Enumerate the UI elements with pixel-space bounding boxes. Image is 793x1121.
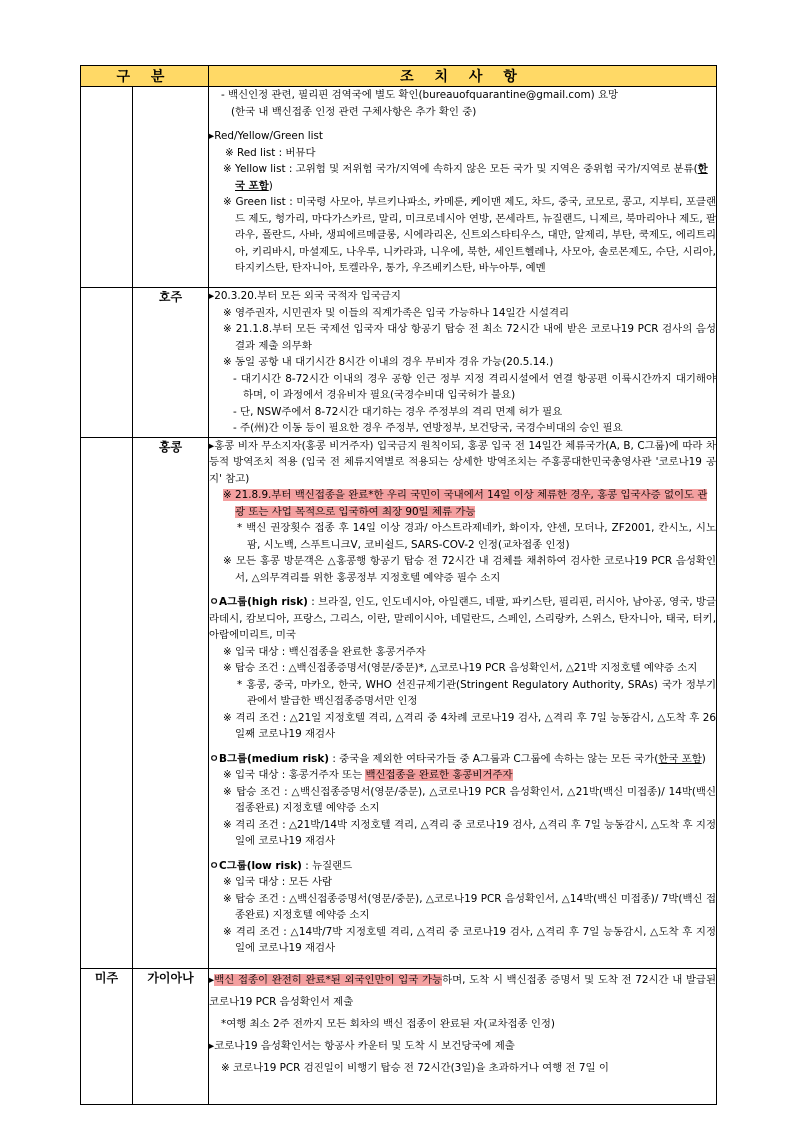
measures-cell-guyana bbox=[209, 968, 717, 1104]
measures-cell-hongkong bbox=[209, 437, 717, 968]
australia-subnote: - 대기시간 8-72시간 이내의 경우 공항 인근 정부 지정 격리시설에서 연결 항공편 이륙시간까지 대기해야 하며, 이 과정에서 경유비자 필요(국경수비대 입국허가 불요) bbox=[233, 372, 716, 401]
group-c-item: ※ 탑승 조건 : △백신접종증명서(영문/중문), △코로나19 PCR 음성확인서, △14박(백신 미접종)/ 7박(백신 접종완료) 지정호텔 예약증 소지 bbox=[223, 892, 716, 921]
country-label-australia: 호주 bbox=[133, 288, 209, 438]
guyana-pcr-note: ※ 코로나19 PCR 검진일이 비행기 탑승 전 72시간(3일)을 초과하거나 여행 전 7일 이 bbox=[221, 1061, 609, 1074]
measures-cell-philippines bbox=[209, 87, 717, 288]
region-label-americas: 미주 bbox=[81, 968, 133, 1104]
header-measures: 조 치 사 항 bbox=[209, 66, 717, 87]
color-list-heading: ▸Red/Yellow/Green list bbox=[209, 130, 323, 142]
vaccine-check-line: - 백신인정 관련, 필리핀 검역국에 별도 확인(bureauofquarantine@gmail.com) 요망 bbox=[221, 89, 619, 101]
country-label-hongkong: 홍콩 bbox=[133, 437, 209, 968]
group-b-item: ※ 탑승 조건 : △백신접종증명서(영문/중문), △코로나19 PCR 음성확인서, △21박(백신 미접종)/ 14박(백신 접종완료) 지정호텔 예약증 소지 bbox=[223, 785, 716, 814]
group-a-item: ※ 입국 대상 : 백신접종을 완료한 홍콩거주자 bbox=[223, 645, 426, 658]
hongkong-intro: ▸홍콩 비자 무소지자(홍콩 비거주자) 입국금지 원칙이되, 홍콩 입국 전 14일간 체류국가(A, B, C그룹)에 따라 차등적 방역조치 적용 (입국 전 체류지역별로 적용되는 상세한 방역조치는 주홍콩대한민국총영사관 '코로나19 공지' 참고) bbox=[209, 439, 716, 485]
hongkong-visitor-note: ※ 모든 홍콩 방문객은 △홍콩행 항공기 탑승 전 72시간 내 검체를 채취하여 검사한 코로나19 PCR 음성확인서, △의무격리를 위한 홍콩정부 지정호텔 예약증 필수 소지 bbox=[223, 555, 716, 584]
table-row-guyana bbox=[81, 968, 717, 1104]
australia-note: ※ 영주권자, 시민권자 및 이들의 직계가족은 입국 가능하나 14일간 시설격리 bbox=[223, 306, 570, 319]
group-b: ㅇB그룹(medium risk) : 중국을 제외한 여타국가들 중 A그룹과 C그룹에 속하는 않는 모든 국가(한국 포함) bbox=[209, 752, 706, 765]
hongkong-highlight: ※ 21.8.9.부터 백신접종을 완료*한 우리 국민이 국내에서 14일 이상 체류한 경우, 홍콩 입국사증 없이도 관광 또는 사업 목적으로 입국하여 최장 90일 체류 가능 bbox=[223, 489, 708, 518]
group-a-item: ※ 격리 조건 : △21일 지정호텔 격리, △격리 중 4차례 코로나19 검사, △격리 후 7일 능동감시, △도착 후 26일째 코로나19 재검사 bbox=[223, 711, 716, 740]
measures-cell-australia bbox=[209, 288, 717, 438]
country-cell-empty bbox=[133, 87, 209, 288]
guyana-submit: ▸코로나19 음성확인서는 항공사 카운터 및 도착 시 보건당국에 제출 bbox=[209, 1039, 515, 1052]
group-a-item: * 홍콩, 중국, 마카오, 한국, WHO 선진규제기관(Stringent Regulatory Authority, SRAs) 국가 정부기관에서 발급한 백신접종증명서만 인정 bbox=[237, 678, 716, 707]
guyana-entry: ▸백신 접종이 완전히 완료*된 외국인만이 입국 가능하며, 도착 시 백신접종 증명서 및 도착 전 72시간 내 발급된 코로나19 PCR 음성확인서 제출 bbox=[209, 973, 716, 1008]
region-cell-empty bbox=[81, 437, 133, 968]
group-a: ㅇA그룹(high risk) : 브라질, 인도, 인도네시아, 아일랜드, 네팔, 파키스탄, 필리핀, 러시아, 남아공, 영국, 방글라데시, 캄보디아, 프랑스, 그리스, 이란, 말레이시아, 네덜란드, 스페인, 스리랑카, 스위스, 탄자니아, 태국, 터키, 아랍에미리트, 미국 bbox=[209, 596, 716, 641]
table-header-row bbox=[81, 66, 717, 87]
guyana-note: *여행 최소 2주 전까지 모든 회차의 백신 접종이 완료된 자(교차접종 인정) bbox=[221, 1017, 555, 1030]
group-b-item: ※ 격리 조건 : △21박/14박 지정호텔 격리, △격리 중 코로나19 검사, △격리 후 7일 능동감시, △도착 후 지정일에 코로나19 재검사 bbox=[223, 818, 716, 847]
header-category: 구 분 bbox=[81, 66, 209, 87]
region-cell-empty bbox=[81, 87, 133, 288]
red-list: ※ Red list : 버뮤다 bbox=[225, 146, 316, 159]
group-a-item: ※ 탑승 조건 : △백신접종증명서(영문/중문)*, △코로나19 PCR 음성확인서, △21박 지정호텔 예약증 소지 bbox=[223, 662, 698, 674]
yellow-list: ※ Yellow list : 고위험 및 저위험 국가/지역에 속하지 않은 모든 국가 및 지역은 중위험 국가/지역로 분류(한국 포함) bbox=[223, 163, 708, 192]
region-cell-empty bbox=[81, 288, 133, 438]
australia-note: ※ 동일 공항 내 대기시간 8시간 이내의 경우 무비자 경유 가능(20.5.14.) bbox=[223, 356, 554, 368]
table-row-australia bbox=[81, 288, 717, 438]
vaccine-check-sub: (한국 내 백신접종 인정 관련 구체사항은 추가 확인 중) bbox=[231, 105, 477, 118]
hongkong-vaccine-note: * 백신 권장횟수 접종 후 14일 이상 경과/ 아스트라제네카, 화이자, 얀센, 모더나, ZF2001, 칸시노, 시노팜, 시노백, 스푸트니크V, 코비쉴드, SARS-COV-2 인정(교차접종 인정) bbox=[237, 522, 716, 551]
group-b-target: ※ 입국 대상 : 홍콩거주자 또는 백신접종을 완료한 홍콩비거주자 bbox=[223, 769, 513, 781]
table-row-philippines bbox=[81, 87, 717, 288]
measures-table bbox=[80, 65, 717, 1105]
country-label-guyana: 가이아나 bbox=[133, 968, 209, 1104]
australia-subnote: - 주(州)간 이동 등이 필요한 경우 주정부, 연방정부, 보건당국, 국경수비대의 승인 필요 bbox=[233, 422, 623, 434]
australia-note: ※ 21.1.8.부터 모든 국제선 입국자 대상 항공기 탑승 전 최소 72시간 내에 받은 코로나19 PCR 검사의 음성결과 제출 의무화 bbox=[223, 323, 716, 352]
group-c: ㅇC그룹(low risk) : 뉴질랜드 bbox=[209, 859, 353, 872]
group-c-item: ※ 격리 조건 : △14박/7박 지정호텔 격리, △격리 중 코로나19 검사, △격리 후 7일 능동감시, △도착 후 지정일에 코로나19 재검사 bbox=[223, 925, 716, 954]
green-list: ※ Green list : 미국령 사모아, 부르키나파소, 카메룬, 케이맨 제도, 차드, 중국, 코모로, 콩고, 지부티, 포클랜드 제도, 헝가리, 마다가스카르, 말리, 미크로네시아 연방, 몬세라트, 뉴질랜드, 니제르, 북마리아나 제도, 팔라우, 폴란드, 사바, 생피에르메클롱, 시에라리온, 신트외스타티우스, 대만, 알제리, 부탄, 쿡제도, 에리트리아, 키리바시, 마셜제도, 나우루, 니카라과, 니우에, 북한, 세인트헬레나, 사모아, 솔로몬제도, 수단, 시리아, 타지키스탄, 탄자니아, 토켈라우, 통가, 우즈베키스탄, 바누아투, 예멘 bbox=[223, 196, 716, 274]
group-c-item: ※ 입국 대상 : 모든 사람 bbox=[223, 876, 333, 888]
table-row-hongkong bbox=[81, 437, 717, 968]
australia-entry-ban: ▸20.3.20.부터 모든 외국 국적자 입국금지 bbox=[209, 290, 401, 302]
australia-subnote: - 단, NSW주에서 8-72시간 대기하는 경우 주정부의 격리 면제 허가 필요 bbox=[233, 405, 563, 418]
